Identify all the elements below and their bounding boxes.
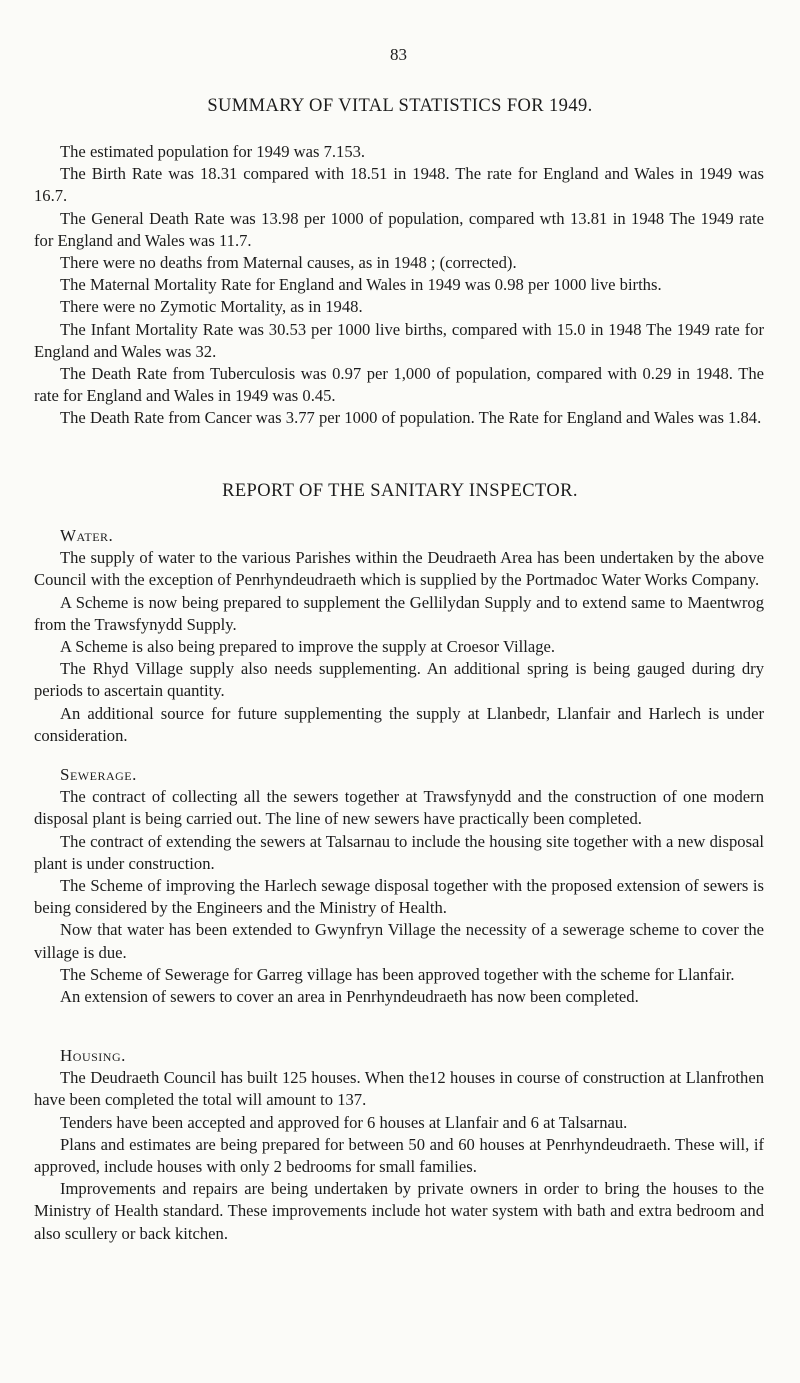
sanitary-report-heading: REPORT OF THE SANITARY INSPECTOR. bbox=[222, 481, 578, 501]
paragraph: The Death Rate from Tuberculosis was 0.97 per 1,000 of population, compared with 0.29 in 1948. The rate for England and Wales in 1949 was 0.45. bbox=[34, 364, 764, 406]
paragraph: The Infant Mortality Rate was 30.53 per 1000 live births, compared with 15.0 in 1948 The 1949 rate for England and Wales was 32. bbox=[34, 319, 764, 361]
vital-statistics-heading: SUMMARY OF VITAL STATISTICS FOR 1949. bbox=[207, 96, 593, 116]
paragraph: The Rhyd Village supply also needs supplementing. An additional spring is being gauged during dry periods to ascertain quantity. bbox=[34, 659, 764, 701]
paragraph: The General Death Rate was 13.98 per 1000 of population, compared wth 13.81 in 1948 The 1949 rate for England and Wales was 11.7. bbox=[34, 208, 764, 250]
sewerage-section bbox=[34, 764, 764, 1008]
water-section bbox=[34, 525, 764, 747]
paragraph: The Maternal Mortality Rate for England and Wales in 1949 was 0.98 per 1000 live births. bbox=[60, 275, 662, 295]
vital-statistics-section bbox=[34, 141, 764, 430]
paragraph: Tenders have been accepted and approved for 6 houses at Llanfair and 6 at Talsarnau. bbox=[60, 1112, 628, 1132]
paragraph: Now that water has been extended to Gwynfryn Village the necessity of a sewerage scheme to cover the village is due. bbox=[34, 920, 764, 962]
paragraph: The Death Rate from Cancer was 3.77 per 1000 of population. The Rate for England and Wales was 1.84. bbox=[60, 408, 762, 428]
section-title-sewerage: Sewerage. bbox=[60, 765, 137, 784]
section-title-housing: Housing. bbox=[60, 1046, 126, 1065]
paragraph: A Scheme is now being prepared to supplement the Gellilydan Supply and to extend same to Maentwrog from the Trawsfynydd Supply. bbox=[34, 592, 764, 634]
paragraph: There were no Zymotic Mortality, as in 1948. bbox=[60, 297, 363, 317]
paragraph: The supply of water to the various Parishes within the Deudraeth Area has been undertaken by the above Council with the exception of Penrhyndeudraeth which is supplied by the Portmadoc Water Works Company. bbox=[34, 548, 764, 590]
section-title-water: Water. bbox=[60, 526, 114, 545]
paragraph: The contract of collecting all the sewers together at Trawsfynydd and the construction of one modern disposal plant is being carried out. The line of new sewers have practically been completed. bbox=[34, 787, 764, 829]
paragraph: A Scheme is also being prepared to improve the supply at Croesor Village. bbox=[60, 637, 556, 657]
paragraph: There were no deaths from Maternal causes, as in 1948 ; (corrected). bbox=[60, 253, 517, 273]
paragraph: The Scheme of Sewerage for Garreg village has been approved together with the scheme for Llanfair. bbox=[60, 964, 735, 984]
paragraph: An extension of sewers to cover an area in Penrhyndeudraeth has now been completed. bbox=[60, 987, 639, 1007]
paragraph: The Deudraeth Council has built 125 houses. When the12 houses in course of construction at Llanfrothen have been completed the total will amount to 137. bbox=[34, 1068, 764, 1110]
paragraph: The Birth Rate was 18.31 compared with 18.51 in 1948. The rate for England and Wales in 1949 was 16.7. bbox=[34, 164, 764, 206]
paragraph: The Scheme of improving the Harlech sewage disposal together with the proposed extension of sewers is being considered by the Engineers and the Ministry of Health. bbox=[34, 876, 764, 918]
paragraph: The estimated population for 1949 was 7.153. bbox=[60, 142, 366, 161]
page-number: 83 bbox=[390, 45, 407, 64]
paragraph: Plans and estimates are being prepared for between 50 and 60 houses at Penrhyndeudraeth. These will, if approved, include houses with only 2 bedrooms for small families. bbox=[34, 1134, 764, 1177]
paragraph: An additional source for future supplementing the supply at Llanbedr, Llanfair and Harlech is under consideration. bbox=[34, 703, 764, 745]
housing-section bbox=[34, 1045, 764, 1245]
paragraph: The contract of extending the sewers at Talsarnau to include the housing site together with a new disposal plant is under construction. bbox=[34, 831, 764, 873]
paragraph: Improvements and repairs are being undertaken by private owners in order to bring the houses to the Ministry of Health standard. These improvements include hot water system with bath and extra bedroom and also scullery or back kitchen. bbox=[34, 1179, 764, 1243]
